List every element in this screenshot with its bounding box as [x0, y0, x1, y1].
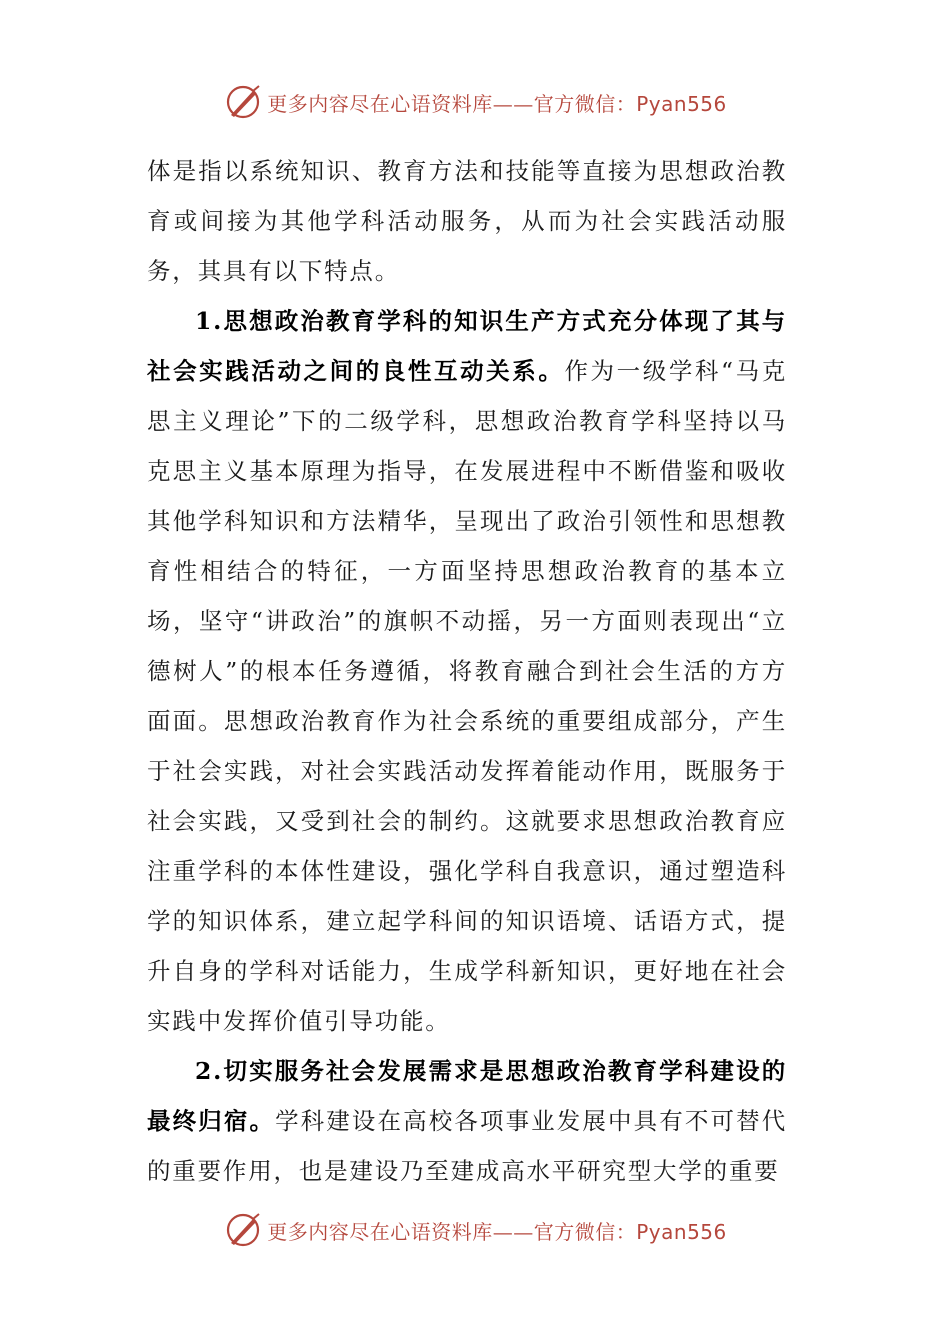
banner-text — [267, 1216, 727, 1245]
banner-text — [267, 88, 727, 117]
header-watermark — [0, 82, 950, 122]
footer-watermark — [0, 1210, 950, 1250]
pen-logo-icon — [223, 82, 263, 122]
paragraph-text: 学科建设在高校各项事业发展中具有不可替代的重要作用，也是建设乃至建成高水平研究型大学的重要 — [147, 1107, 787, 1185]
paragraph-heading: 2.切实服务社会发展需求是思想政治教育学科建设的最终归宿。 — [147, 1057, 787, 1135]
pen-logo-icon — [223, 1210, 263, 1250]
paragraph-text: 体是指以系统知识、教育方法和技能等直接为思想政治教育或间接为其他学科活动服务，从而为社会实践活动服务，其具有以下特点。 — [147, 157, 787, 285]
banner-wechat-label: 官方微信： — [533, 91, 637, 116]
banner-main-text: 更多内容尽在心语资料库 — [267, 91, 493, 116]
banner-wechat-label: 官方微信： — [533, 1219, 637, 1244]
paragraph-point-2 — [147, 1046, 787, 1196]
document-body — [147, 146, 787, 1196]
paragraph-text: 作为一级学科“马克思主义理论”下的二级学科，思想政治教育学科坚持以马克思主义基本原理为指导，在发展进程中不断借鉴和吸收其他学科知识和方法精华，呈现出了政治引领性和思想教育性相结合的特征，一方面坚持思想政治教育的基本立场，坚守“讲政治”的旗帜不动摇，另一方面则表现出“立德树人”的根本任务遵循，将教育融合到社会生活的方方面面。思想政治教育作为社会系统的重要组成部分，产生于社会实践，对社会实践活动发挥着能动作用，既服务于社会实践，又受到社会的制约。这就要求思想政治教育应注重学科的本体性建设，强化学科自我意识，通过塑造科学的知识体系，建立起学科间的知识语境、话语方式，提升自身的学科对话能力，生成学科新知识，更好地在社会实践中发挥价值引导功能。 — [147, 357, 787, 1035]
paragraph-continuation — [147, 146, 787, 296]
banner-separator: —— — [492, 1219, 534, 1244]
banner-separator: —— — [492, 91, 534, 116]
paragraph-point-1 — [147, 296, 787, 1046]
banner-main-text: 更多内容尽在心语资料库 — [267, 1219, 493, 1244]
paragraph-heading: 1.思想政治教育学科的知识生产方式充分体现了其与社会实践活动之间的良性互动关系。 — [147, 307, 787, 385]
banner-wechat-id: Pyan556 — [636, 1219, 727, 1244]
banner-wechat-id: Pyan556 — [636, 91, 727, 116]
